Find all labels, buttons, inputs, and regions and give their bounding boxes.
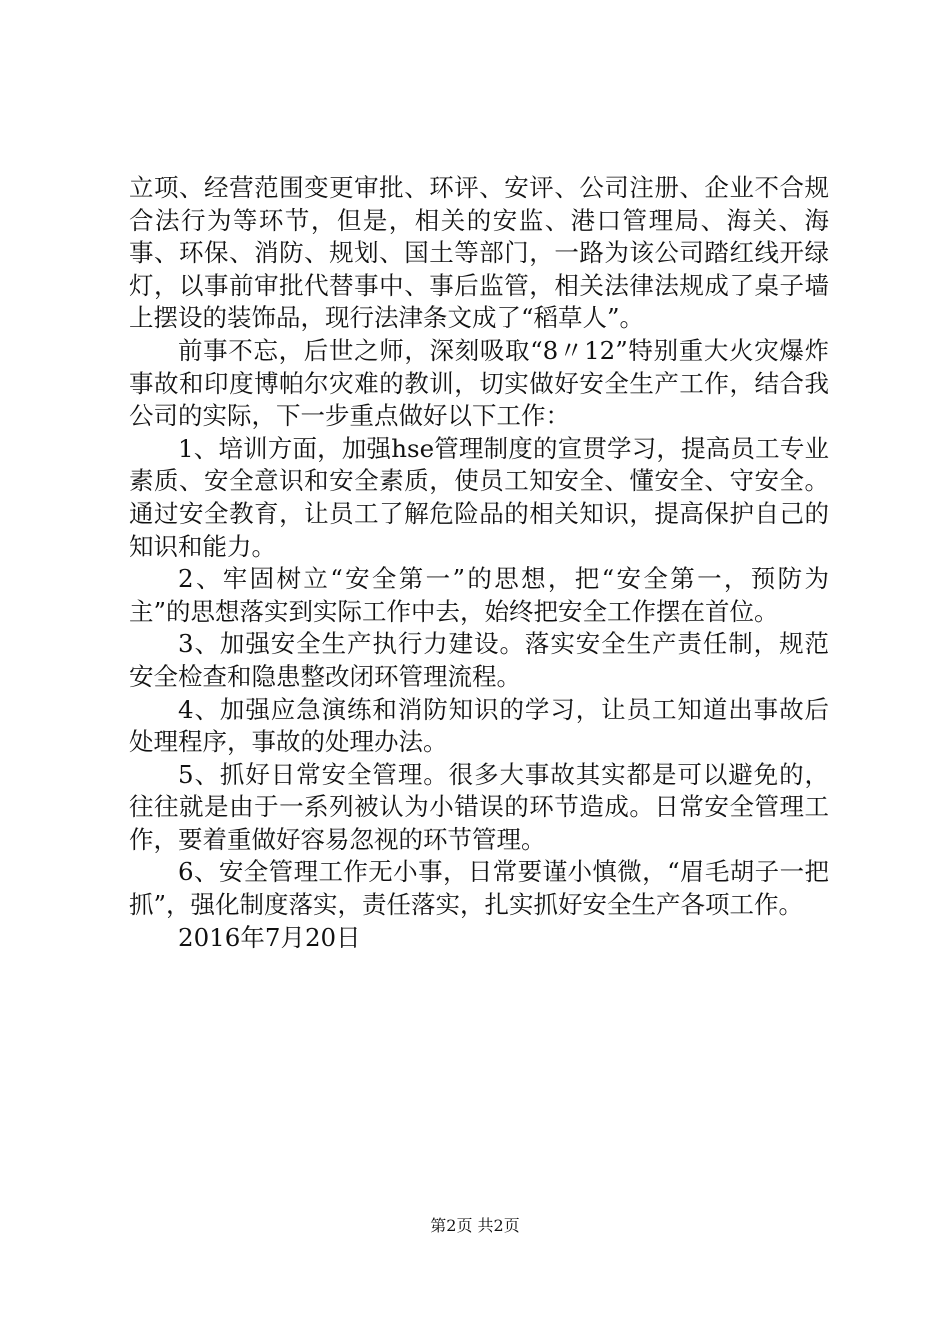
paragraph-item-6: 6、安全管理工作无小事，日常要谨小慎微，“眉毛胡子一把抓”，强化制度落实，责任落实，扎实抓好安全生产各项工作。	[129, 857, 829, 920]
paragraph-item-5: 5、抓好日常安全管理。很多大事故其实都是可以避免的，往往就是由于一系列被认为小错误的环节造成。日常安全管理工作，要着重做好容易忽视的环节管理。	[129, 759, 829, 854]
document-body	[129, 172, 829, 954]
paragraph-item-1: 1、培训方面，加强hse管理制度的宣贯学习，提高员工专业素质、安全意识和安全素质，使员工知安全、懂安全、守安全。通过安全教育，让员工了解危险品的相关知识，提高保护自己的知识和能力。	[129, 433, 829, 561]
paragraph-item-3: 3、加强安全生产执行力建设。落实安全生产责任制，规范安全检查和隐患整改闭环管理流程。	[129, 629, 829, 691]
page-footer	[0, 1216, 950, 1236]
paragraph-continuation: 立项、经营范围变更审批、环评、安评、公司注册、企业不合规合法行为等环节，但是，相关的安监、港口管理局、海关、海事、环保、消防、规划、国土等部门，一路为该公司踏红线开绿灯，以事前审批代替事中、事后监管，相关法律法规成了桌子墙上摆设的装饰品，现行法津条文成了“稻草人”。	[129, 173, 829, 333]
paragraph-lessons: 前事不忘，后世之师，深刻吸取“8〃12”特别重大火灾爆炸事故和印度博帕尔灾难的教训，切实做好安全生产工作，结合我公司的实际，下一步重点做好以下工作：	[129, 335, 829, 431]
paragraph-item-2: 2、牢固树立“安全第一”的思想，把“安全第一，预防为主”的思想落实到实际工作中去，始终把安全工作摆在首位。	[129, 564, 829, 626]
document-date: 2016年7月20日	[178, 922, 361, 952]
page-number-label: 第2页 共2页	[430, 1216, 520, 1235]
paragraph-item-4: 4、加强应急演练和消防知识的学习，让员工知道出事故后处理程序，事故的处理办法。	[129, 694, 829, 757]
